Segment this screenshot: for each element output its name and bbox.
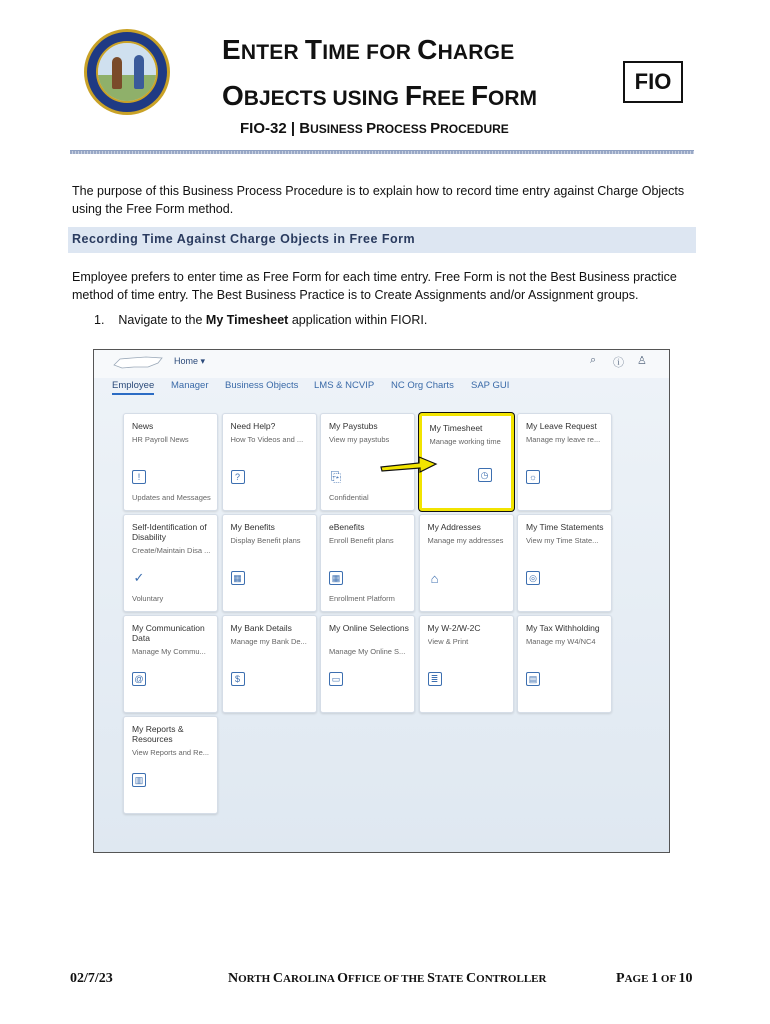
tile-subtitle: Manage My Online S... <box>329 647 406 656</box>
tile-my-tax-withholding[interactable] <box>517 615 612 713</box>
tile-my-leave-request[interactable] <box>517 413 612 511</box>
tile-my-w-2-w-2c[interactable] <box>419 615 514 713</box>
tile-self-identification-of-disability[interactable] <box>123 514 218 612</box>
tile-my-benefits[interactable] <box>222 514 317 612</box>
fiori-shell-bar <box>94 350 669 378</box>
purpose-paragraph: The purpose of this Business Process Procedure is to explain how to record time entry against Charge Objects using the Free Form method. <box>72 184 685 216</box>
fiori-launchpad-screenshot <box>93 349 670 853</box>
tile-subtitle: View my Time State... <box>526 536 599 545</box>
tab-manager[interactable]: Manager <box>171 380 209 391</box>
tab-business-objects[interactable]: Business Objects <box>225 380 299 391</box>
tile-my-reports-resources[interactable] <box>123 716 218 814</box>
tile-subtitle: Manage working time <box>429 437 501 446</box>
tab-nc-org-charts[interactable]: NC Org Charts <box>391 380 454 391</box>
intro-paragraph: Employee prefers to enter time as Free Form for each time entry. Free Form is not the Best Business practice method of time entry. The Best Business Practice is to Create Assignments and/or Assignment groups. <box>72 270 677 302</box>
help-icon: ? <box>231 470 245 484</box>
tile-subtitle: View & Print <box>427 637 469 646</box>
footer-org: NORTH CAROLINA OFFICE OF THE STATE CONTROLLER <box>228 971 547 986</box>
tile-subtitle: Manage my addresses <box>427 536 504 545</box>
document-subtitle: FIO-32 | BUSINESS PROCESS PROCEDURE <box>240 120 509 137</box>
tile-subtitle: View Reports and Re... <box>132 748 209 757</box>
tile-title: News <box>132 421 154 431</box>
tile-my-online-selections[interactable] <box>320 615 415 713</box>
step-1: 1. Navigate to the My Timesheet application within FIORI. <box>94 313 428 327</box>
help-icon[interactable]: ⓘ <box>613 357 624 369</box>
tile-subtitle: View my paystubs <box>329 435 390 444</box>
tab-employee[interactable]: Employee <box>112 380 154 395</box>
fiori-tab-bar <box>94 380 669 396</box>
tile-title: My Paystubs <box>329 421 378 431</box>
tile-footer: Enrollment Platform <box>329 594 395 603</box>
tax-form-icon: ≣ <box>428 672 442 686</box>
tile-title: Self-Identification of Disability <box>132 522 207 542</box>
address-icon: ⌂ <box>430 570 439 586</box>
online-selection-icon: ▭ <box>329 672 343 686</box>
timesheet-icon: ◷ <box>478 468 492 482</box>
pointer-arrow <box>379 454 439 476</box>
tile-subtitle: How To Videos and ... <box>230 435 304 444</box>
tile-subtitle: HR Payroll News <box>132 435 189 444</box>
tile-title: My Reports & Resources <box>132 724 184 744</box>
tile-title: My W-2/W-2C <box>427 623 481 633</box>
footer-date: 02/7/23 <box>70 971 113 986</box>
tile-footer: Voluntary <box>132 594 164 603</box>
report-icon: ▥ <box>132 773 146 787</box>
document-title-line2: OBJECTS USING FREE FORM <box>222 80 538 111</box>
tile-my-addresses[interactable] <box>419 514 514 612</box>
tile-subtitle: Manage my leave re... <box>526 435 601 444</box>
tile-title: My Leave Request <box>526 421 597 431</box>
tile-need-help[interactable] <box>222 413 317 511</box>
tile-title: My Timesheet <box>429 423 483 433</box>
tile-title: My Benefits <box>230 522 275 532</box>
tile-news[interactable] <box>123 413 218 511</box>
tile-title: eBenefits <box>329 522 365 532</box>
tile-subtitle: Manage My Commu... <box>132 647 206 656</box>
fio-badge: FIO <box>623 61 683 103</box>
tile-title: My Online Selections <box>329 623 409 633</box>
tile-footer: Confidential <box>329 493 369 502</box>
tile-ebenefits[interactable] <box>320 514 415 612</box>
search-icon[interactable]: ⌕ <box>590 354 597 366</box>
tile-title: My Communication Data <box>132 623 205 643</box>
tab-sap-gui[interactable]: SAP GUI <box>471 380 510 391</box>
checkmark-user-icon: ✓ <box>133 570 145 585</box>
tile-footer: Updates and Messages <box>132 493 211 502</box>
user-icon[interactable]: ♙ <box>637 355 647 367</box>
tax-withholding-icon: ▤ <box>526 672 540 686</box>
document-title-line1: ENTER TIME FOR CHARGE <box>222 34 515 65</box>
tile-title: Need Help? <box>230 421 276 431</box>
header-divider <box>70 150 694 154</box>
tile-title: My Tax Withholding <box>526 623 600 633</box>
communication-icon: @ <box>132 672 146 686</box>
benefits-icon: ▦ <box>329 571 343 585</box>
leave-icon: ☼ <box>526 470 540 484</box>
tile-subtitle: Create/Maintain Disa ... <box>132 546 211 555</box>
tile-subtitle: Manage my Bank De... <box>230 637 307 646</box>
tile-subtitle: Enroll Benefit plans <box>329 536 394 545</box>
bank-icon: $ <box>231 672 245 686</box>
tile-title: My Time Statements <box>526 522 604 532</box>
tile-title: My Bank Details <box>230 623 292 633</box>
alert-icon: ! <box>132 470 146 484</box>
time-statement-icon: ◎ <box>526 571 540 585</box>
tile-title: My Addresses <box>427 522 481 532</box>
tile-subtitle: Manage my W4/NC4 <box>526 637 596 646</box>
tile-subtitle: Display Benefit plans <box>230 536 301 545</box>
nc-state-logo <box>112 355 164 369</box>
benefits-icon: ▦ <box>231 571 245 585</box>
tile-my-communication-data[interactable] <box>123 615 218 713</box>
paystub-icon: ⎘ <box>330 469 342 484</box>
section-heading: Recording Time Against Charge Objects in Free Form <box>72 232 416 246</box>
tile-my-bank-details[interactable] <box>222 615 317 713</box>
section-heading-bar <box>68 227 696 253</box>
state-seal-logo <box>84 29 170 115</box>
home-menu[interactable]: Home ▾ <box>174 356 206 366</box>
footer-page-number: PAGE 1 OF 10 <box>616 971 693 986</box>
tile-my-time-statements[interactable] <box>517 514 612 612</box>
tab-lms-ncvip[interactable]: LMS & NCVIP <box>314 380 375 391</box>
